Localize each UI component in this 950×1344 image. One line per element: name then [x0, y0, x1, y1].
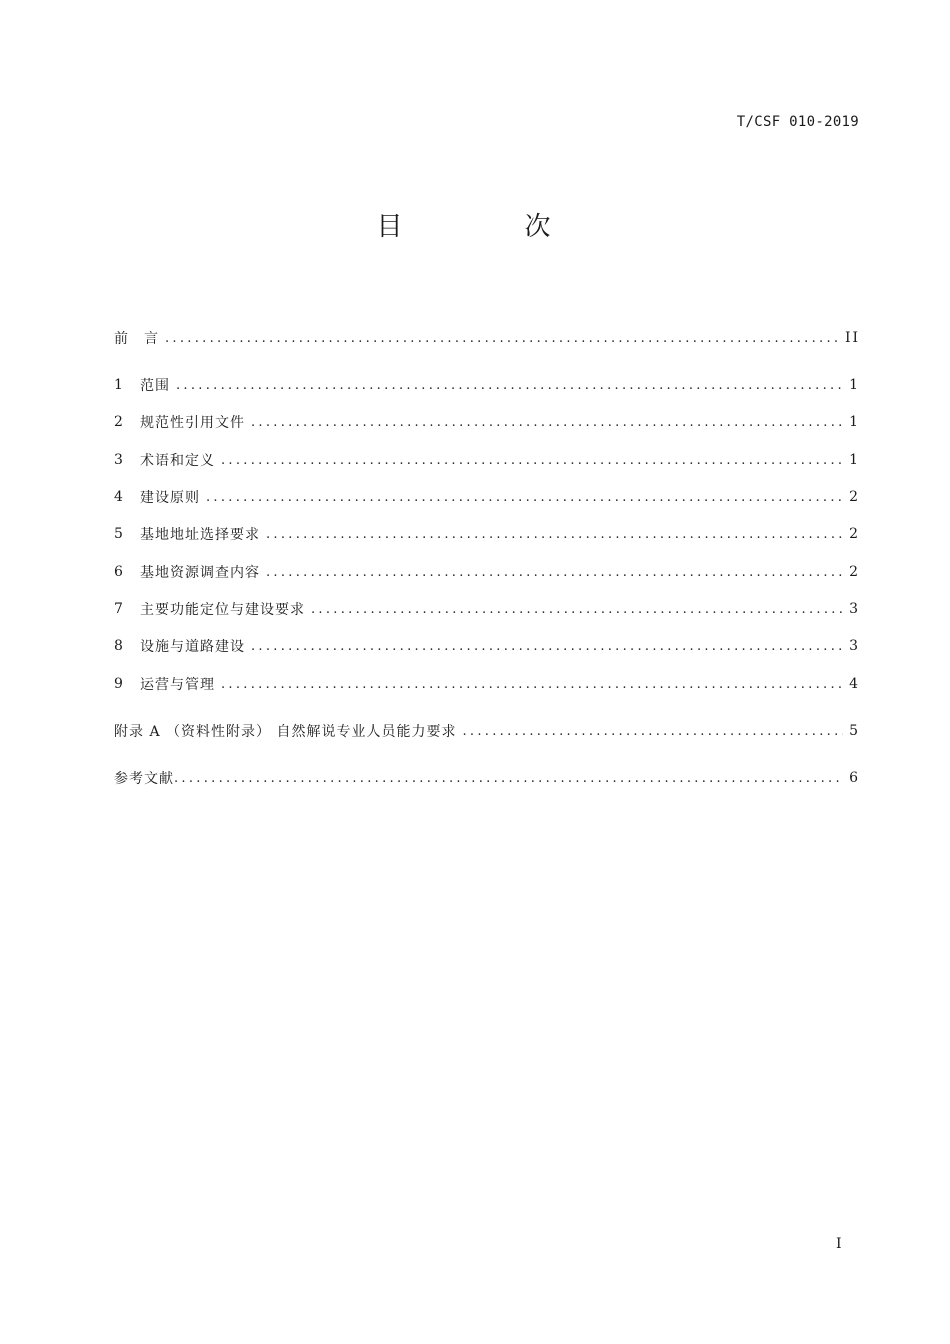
- toc-entry-number: 6: [114, 564, 123, 580]
- document-code: T/CSF 010-2019: [736, 114, 859, 130]
- toc-entry-page: 3: [849, 601, 860, 617]
- toc-entry-5[interactable]: [114, 524, 860, 544]
- toc-entry-7[interactable]: [114, 599, 860, 619]
- toc-entry-page: 4: [849, 676, 860, 692]
- toc-leader: [174, 771, 843, 786]
- toc-entry-8[interactable]: [114, 636, 860, 656]
- toc-entry-title: 范围: [140, 378, 170, 394]
- toc-entry-number: 3: [114, 452, 123, 468]
- toc-entry-bibliography[interactable]: [114, 768, 860, 788]
- toc-entry-number: 8: [114, 638, 123, 654]
- toc-entry-2[interactable]: [114, 412, 860, 432]
- toc-entry-title: 术语和定义: [140, 453, 215, 469]
- toc-leader: [266, 565, 843, 580]
- toc-leader: [165, 331, 839, 346]
- toc-entry-page: 2: [849, 526, 860, 542]
- toc-entry-title: 设施与道路建设: [140, 639, 245, 655]
- toc-entry-title: 规范性引用文件: [140, 415, 245, 431]
- toc-entry-number: 9: [114, 676, 123, 692]
- toc-entry-number: 7: [114, 601, 123, 617]
- toc-entry-4[interactable]: [114, 487, 860, 507]
- toc-leader: [221, 453, 843, 468]
- toc-entry-page: 2: [849, 489, 860, 505]
- toc-leader: [221, 677, 843, 692]
- toc-title: 目 次: [376, 212, 599, 242]
- toc-leader: [462, 724, 843, 739]
- toc-entry-appendix-a[interactable]: [114, 721, 860, 741]
- toc-entry-number: 2: [114, 414, 123, 430]
- toc-entry-page: 5: [849, 723, 860, 739]
- toc-entry-page: 1: [849, 414, 860, 430]
- toc-leader: [176, 378, 843, 393]
- toc-entry-page: 2: [849, 564, 860, 580]
- toc-entry-page: 6: [849, 770, 860, 786]
- page-number: I: [836, 1236, 842, 1252]
- toc-leader: [251, 639, 843, 654]
- toc-leader: [251, 415, 843, 430]
- toc-leader: [311, 602, 843, 617]
- toc-entry-title: 基地资源调查内容: [140, 565, 260, 581]
- toc-entry-page: 1: [849, 452, 860, 468]
- toc-entry-number: 5: [114, 526, 123, 542]
- toc-entry-foreword[interactable]: [114, 328, 860, 348]
- toc-entry-3[interactable]: [114, 450, 860, 470]
- toc-entry-title: 主要功能定位与建设要求: [140, 602, 305, 618]
- toc-entry-page: 1: [849, 377, 860, 393]
- toc-entry-page: 3: [849, 638, 860, 654]
- toc-entry-1[interactable]: [114, 375, 860, 395]
- toc-entry-title: 前 言: [114, 331, 159, 347]
- toc-entry-page: II: [844, 330, 860, 346]
- toc-entry-number: 1: [114, 377, 123, 393]
- toc-entry-title: 建设原则: [140, 490, 200, 506]
- toc-entry-title: 附录 A （资料性附录） 自然解说专业人员能力要求: [114, 724, 457, 740]
- toc-entry-title: 参考文献: [114, 771, 174, 787]
- toc-entry-6[interactable]: [114, 562, 860, 582]
- toc-entry-9[interactable]: [114, 674, 860, 694]
- toc-leader: [206, 490, 843, 505]
- toc-leader: [266, 527, 843, 542]
- toc-entry-number: 4: [114, 489, 123, 505]
- toc-entry-title: 运营与管理: [140, 677, 215, 693]
- toc-entry-title: 基地地址选择要求: [140, 527, 260, 543]
